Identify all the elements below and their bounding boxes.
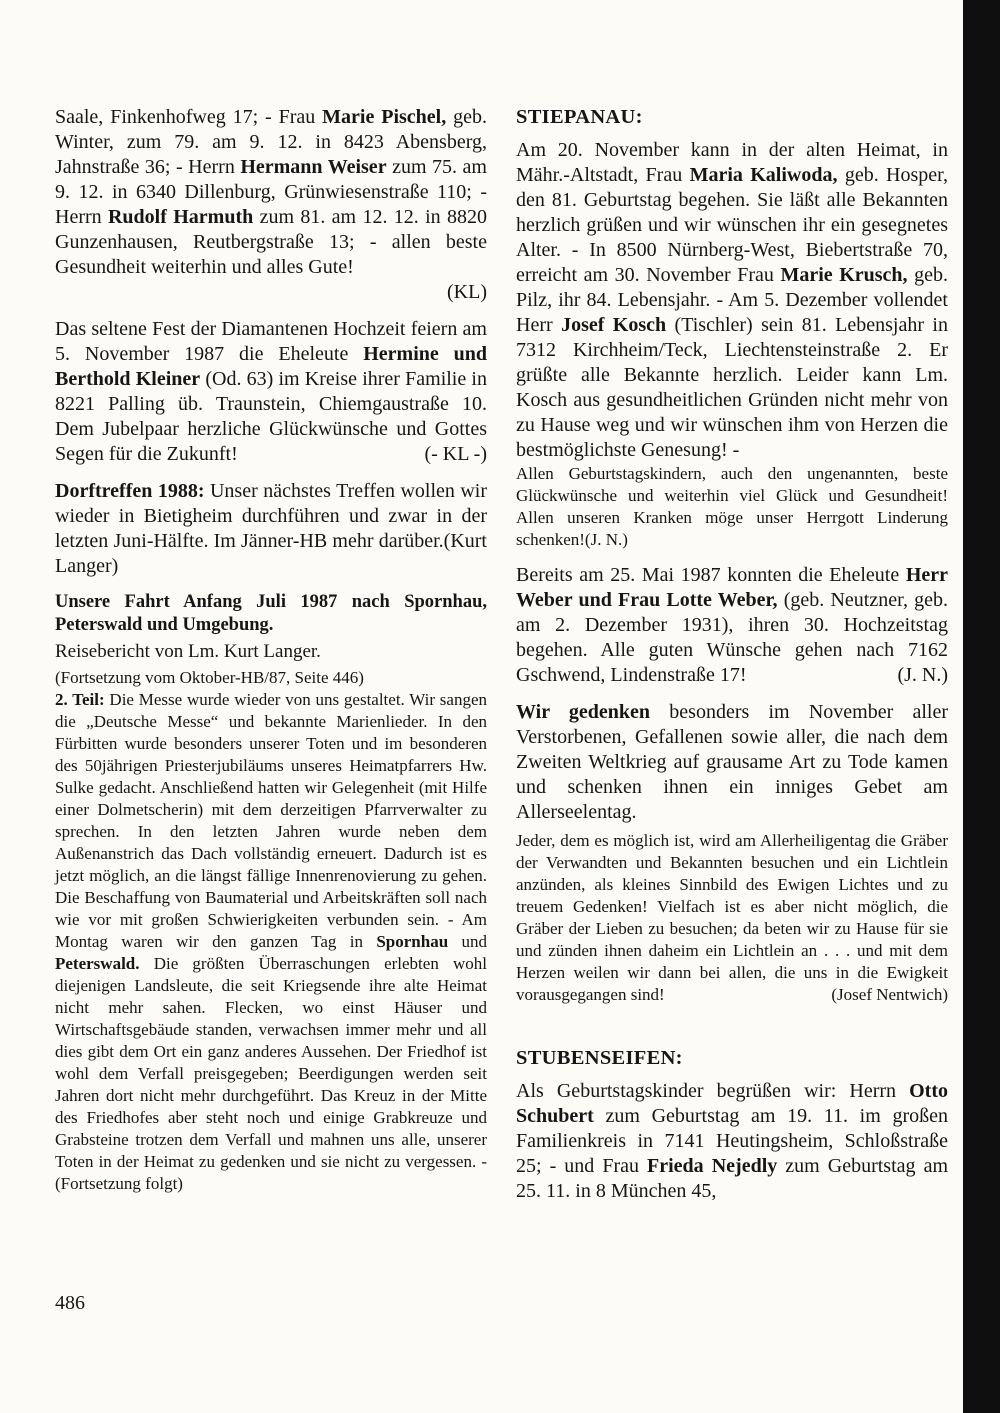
text-run: (Fortsetzung vom Oktober-HB/87, Seite 446) — [55, 668, 364, 687]
bold-text: Maria Kaliwoda, — [689, 164, 838, 186]
text-run: geb. Pilz, ihr 84. Lebensjahr. - Am 5. Dezember vollendet Herr — [516, 264, 948, 336]
text-run: zum Geburtstag am 19. 11. im großen Familienkreis in 7141 Heutingsheim, Schloßstraße 25; - und Frau — [516, 1105, 948, 1177]
weber-anniversary-paragraph — [516, 563, 948, 688]
text-run: (geb. Neutzner, geb. am 2. Dezember 1931), ihren 30. Hochzeitstag begehen. Alle guten Wünsche gehen nach 7162 Gschwend, Lindenstraße 17! — [516, 589, 948, 686]
bold-text: Otto Schubert — [516, 1080, 948, 1127]
travel-report-continuation-note — [55, 667, 487, 689]
text-run: zum 75. am 9. 12. in 6340 Dillenburg, Grünwiesenstraße 110; - Herrn — [55, 156, 487, 228]
page-number: 486 — [55, 1292, 85, 1314]
allerheiligen-paragraph — [516, 830, 948, 1006]
bold-text: Josef Kosch — [561, 314, 667, 336]
text-run: Die größten Überraschungen erlebten wohl diejenigen Landsleute, die seit Kriegsende ihre alte Heimat nicht mehr sahen. Flecken, wo einst Häuser und Wirtschaftsgebäude standen, verwachsen immer mehr und all dies gibt dem Ort ein ganz anderes Aussehen. Der Friedhof ist wohl dem Verfall preisgegeben; Beerdigungen werden seit Jahren dort nicht mehr durchgeführt. Das Kreuz in der Mitte des Friedhofes aber steht noch und einige Grabkreuze und Grabsteine trotzen dem Verfall und mahnen uns alle, unserer Toten in der Heimat zu gedenken und sie nicht zu vergessen. - (Fortsetzung folgt) — [55, 954, 487, 1193]
text-run: Unsere Fahrt Anfang Juli 1987 nach Spornhau, Peterswald und Umgebung. — [55, 592, 487, 635]
scan-edge-artifact — [963, 0, 1000, 1413]
bold-text: Peterswald. — [55, 954, 140, 973]
bold-text: Frieda Nejedly — [647, 1155, 778, 1177]
bold-text: Herr Weber und Frau Lotte Weber, — [516, 564, 948, 611]
text-run: Reisebericht von Lm. Kurt Langer. — [55, 641, 321, 662]
text-run: Saale, Finkenhofweg 17; - Frau — [55, 106, 323, 128]
text-run: zum Geburtstag am 25. 11. in 8 München 45, — [516, 1155, 948, 1202]
birthday-wishes-note — [516, 463, 948, 551]
travel-report-byline — [55, 640, 487, 664]
text-run: geb. Winter, zum 79. am 9. 12. in 8423 Abensberg, Jahnstraße 36; - Herrn — [55, 106, 487, 178]
bold-text: Hermann Weiser — [240, 156, 387, 178]
text-run: Jeder, dem es möglich ist, wird am Allerheiligentag die Gräber der Verwandten und Bekannten besuchen und ein Lichtlein anzünden, als kleines Sinnbild des Ewigen Lichtes und zu treuem Gedenken! Vielfach ist es aber nicht möglich, die Gräber der Lieben zu besuchen; da beten wir zu Hause für sie und zünden ihnen daheim ein Lichtlein an . . . und mit dem Herzen weilen wir dann bei allen, die uns in die Ewigkeit vorausgegangen sind! — [516, 831, 948, 1004]
text-run: zum 81. am 12. 12. in 8820 Gunzenhausen, Reutbergstraße 13; - allen beste Gesundheit weiterhin und alles Gute! — [55, 206, 488, 278]
section-heading-stubenseifen — [516, 1046, 948, 1071]
bold-text: Marie Pischel, — [322, 106, 447, 128]
text-run: Die Messe wurde wieder von uns gestaltet. Wir sangen die „Deutsche Messe“ und bekannte Marienlieder. In den Fürbitten wurde besonders unserer Toten und im besonderen des 50jährigen Priesterjubiläums unseres Heimatpfarrers Hw. Sulke gedacht. Anschließend hatten wir Gelegenheit (mit Hilfe einer Dolmetscherin) mit dem derzeitigen Pfarrverwalter zu sprechen. In den letzten Jahren wurde neben dem Außenanstrich das Dach vollständig erneuert. Dadurch ist es jetzt möglich, an die längst fällige Innenrenovierung zu gehen. Die Beschaffung von Baumaterial und Arbeitskräften soll nach wie vor mit großen Schwierigkeiten verbunden sein. - Am Montag waren wir den ganzen Tag in — [55, 690, 487, 951]
text-run: Allen Geburtstagskindern, auch den ungenannten, beste Glückwünsche und weiterhin viel Glück und Gesundheit! Allen unseren Kranken möge unser Herrgott Linderung schenken!(J. N.) — [516, 464, 948, 549]
text-run: Als Geburtstagskinder begrüßen wir: Herrn — [516, 1080, 910, 1102]
signature: (J. N.) — [897, 664, 948, 686]
left-column — [55, 105, 487, 1207]
section-heading-stiepanau — [516, 105, 948, 130]
bold-text: Wir gedenken — [516, 701, 651, 723]
text-run: STUBENSEIFEN: — [516, 1047, 683, 1069]
bold-text: Dorftreffen 1988: — [55, 480, 205, 502]
travel-report-title — [55, 591, 487, 637]
text-run: besonders im November aller Verstorbenen, Gefallenen sowie aller, die nach dem Zweiten Weltkrieg auf grausame Art zu Tode kamen und schenken ihnen ein inniges Gebet am Allerseelentag. — [516, 701, 948, 823]
text-run: (KL) — [447, 281, 487, 303]
text-run: (Od. 63) im Kreise ihrer Familie in 8221 Palling üb. Traunstein, Chiemgaustraße 10. Dem Jubelpaar herzliche Glückwünsche und Gottes Segen für die Zukunft! — [55, 368, 487, 465]
bold-text: Spornhau — [376, 932, 449, 951]
text-run: Das seltene Fest der Diamantenen Hochzeit feiern am 5. November 1987 die Eheleute — [55, 318, 487, 365]
text-run: geb. Hosper, den 81. Geburtstag begehen. Sie läßt alle Bekannten herzlich grüßen und wir wünschen ihr ein gesegnetes Alter. - In 8500 Nürnberg-West, Biebertstraße 70, erreicht am 30. November Frau — [516, 164, 949, 286]
text-run: Am 20. November kann in der alten Heimat, in Mähr.-Altstadt, Frau — [516, 139, 948, 186]
diamond-wedding-paragraph — [55, 317, 487, 467]
text-run: Unser nächstes Treffen wollen wir wieder in Bietigheim durchführen und zwar in der letzten Juni-Hälfte. Im Jänner-HB mehr darüber.(Kurt Langer) — [55, 480, 488, 577]
bold-text: Hermine und Berthold Kleiner — [55, 343, 487, 390]
text-run: Bereits am 25. Mai 1987 konnten die Eheleute — [516, 564, 906, 586]
bold-text: Rudolf Harmuth — [107, 206, 254, 228]
travel-report-part2-paragraph — [55, 689, 487, 1195]
birthday-notices-paragraph — [55, 105, 487, 280]
text-run: (Tischler) sein 81. Lebensjahr in 7312 Kirchheim/Teck, Liechtensteinstraße 2. Er grüßte alle Bekannte herzlich. Leider kann Lm. Kosch aus gesundheitlichen Gründen nicht mehr von zu Hause weg und wir wünschen ihm von Herzen die bestmöglichste Genesung! - — [516, 314, 948, 461]
signature: (Josef Nentwich) — [831, 985, 948, 1004]
stiepanau-birthdays-paragraph — [516, 138, 948, 463]
bold-text: Marie Krusch, — [780, 264, 908, 286]
bold-text: 2. Teil: — [55, 690, 105, 709]
text-run: STIEPANAU: — [516, 106, 643, 128]
stubenseifen-birthdays-paragraph — [516, 1079, 948, 1204]
right-column — [516, 105, 948, 1216]
text-run: und — [448, 932, 487, 951]
signature-kl — [55, 280, 487, 305]
remembrance-paragraph — [516, 700, 948, 825]
signature: (- KL -) — [424, 443, 487, 465]
dorftreffen-paragraph — [55, 479, 487, 579]
